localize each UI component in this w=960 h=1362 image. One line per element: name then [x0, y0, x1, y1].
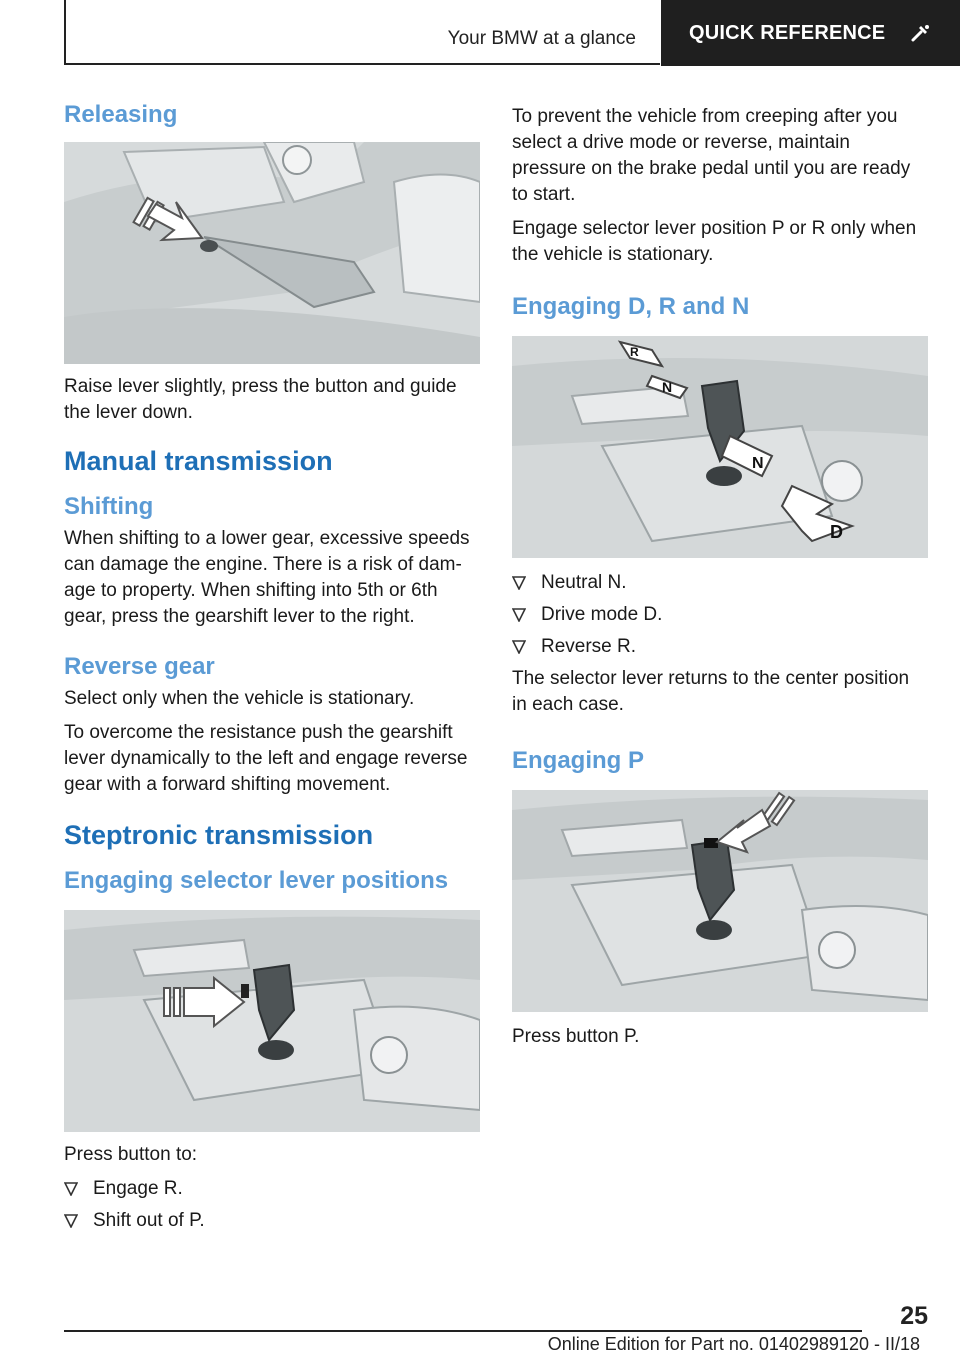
list-item: Neutral N.: [512, 570, 928, 596]
press-button-intro: Press button to:: [64, 1144, 198, 1165]
p-button-illustration: [512, 790, 928, 1012]
fig-label-d: D: [830, 522, 843, 542]
steptronic-heading: Steptronic transmission: [64, 820, 374, 850]
list-item: Drive mode D.: [512, 602, 928, 628]
list-item: Reverse R.: [512, 634, 928, 660]
triangle-bullet-icon: [64, 1182, 78, 1196]
shifting-heading: Shifting: [64, 493, 154, 520]
header-rule-vertical: [64, 0, 66, 64]
triangle-bullet-icon: [512, 576, 526, 590]
fig-label-r: R: [630, 345, 639, 359]
engaging-p-heading: Engaging P: [512, 747, 644, 774]
page-number: 25: [900, 1302, 928, 1330]
center-position-text: The selector lever returns to the center position in each case.: [512, 668, 910, 715]
triangle-bullet-icon: [64, 1214, 78, 1228]
manual-transmission-heading: Manual transmission: [64, 446, 333, 476]
reverse-text-1: Select only when the vehicle is stationary.: [64, 688, 415, 709]
press-p-text: Press button P.: [512, 1026, 640, 1047]
releasing-heading: Releasing: [64, 101, 178, 128]
engage-p-r-text: Engage selector lever position P or R only when the vehicle is stationary.: [512, 218, 917, 265]
breadcrumb[interactable]: Your BMW at a glance: [447, 28, 636, 49]
fig-label-n-upper: N: [662, 379, 673, 395]
triangle-bullet-icon: [512, 608, 526, 622]
wrench-hammer-icon: [909, 22, 931, 44]
selector-button-illustration: [64, 910, 480, 1132]
shifting-text: When shifting to a lower gear, excessive speeds can damage the engine. There is a risk of damage to property. When shifting into 5th or 6th gear, press the gearshift lever to the right.: [64, 528, 470, 627]
releasing-text: Raise lever slightly, press the button and guide the lever down.: [64, 376, 457, 423]
left-column: [64, 100, 480, 1240]
fig-label-n-lower: N: [752, 455, 764, 472]
edition-note: Online Edition for Part no. 01402989120 - II/18: [547, 1334, 920, 1354]
section-tab[interactable]: [661, 0, 960, 66]
footer-rule: [64, 1330, 862, 1332]
list-item: Shift out of P.: [64, 1208, 480, 1234]
triangle-bullet-icon: [512, 640, 526, 654]
section-tab-label: QUICK REFERENCE: [689, 21, 886, 44]
right-column: [512, 104, 928, 1058]
header-rule-horizontal: [64, 63, 660, 65]
engaging-dnr-heading: Engaging D, R and N: [512, 293, 750, 320]
press-button-list: [64, 1176, 480, 1234]
list-item: Engage R.: [64, 1176, 480, 1202]
dnr-selector-illustration: [512, 336, 928, 558]
reverse-gear-heading: Reverse gear: [64, 653, 215, 680]
reverse-text-2: To overcome the resistance push the gearshift lever dynamically to the left and engage reverse gear with a forward shifting movement.: [64, 722, 468, 795]
dnr-list: [512, 570, 928, 660]
creep-text: To prevent the vehicle from creeping after you select a drive mode or reverse, maintain pressure on the brake pedal until you are ready to start.: [512, 106, 911, 205]
selector-positions-heading: Engaging selector lever positions: [64, 867, 449, 894]
handbrake-illustration: [64, 142, 480, 364]
